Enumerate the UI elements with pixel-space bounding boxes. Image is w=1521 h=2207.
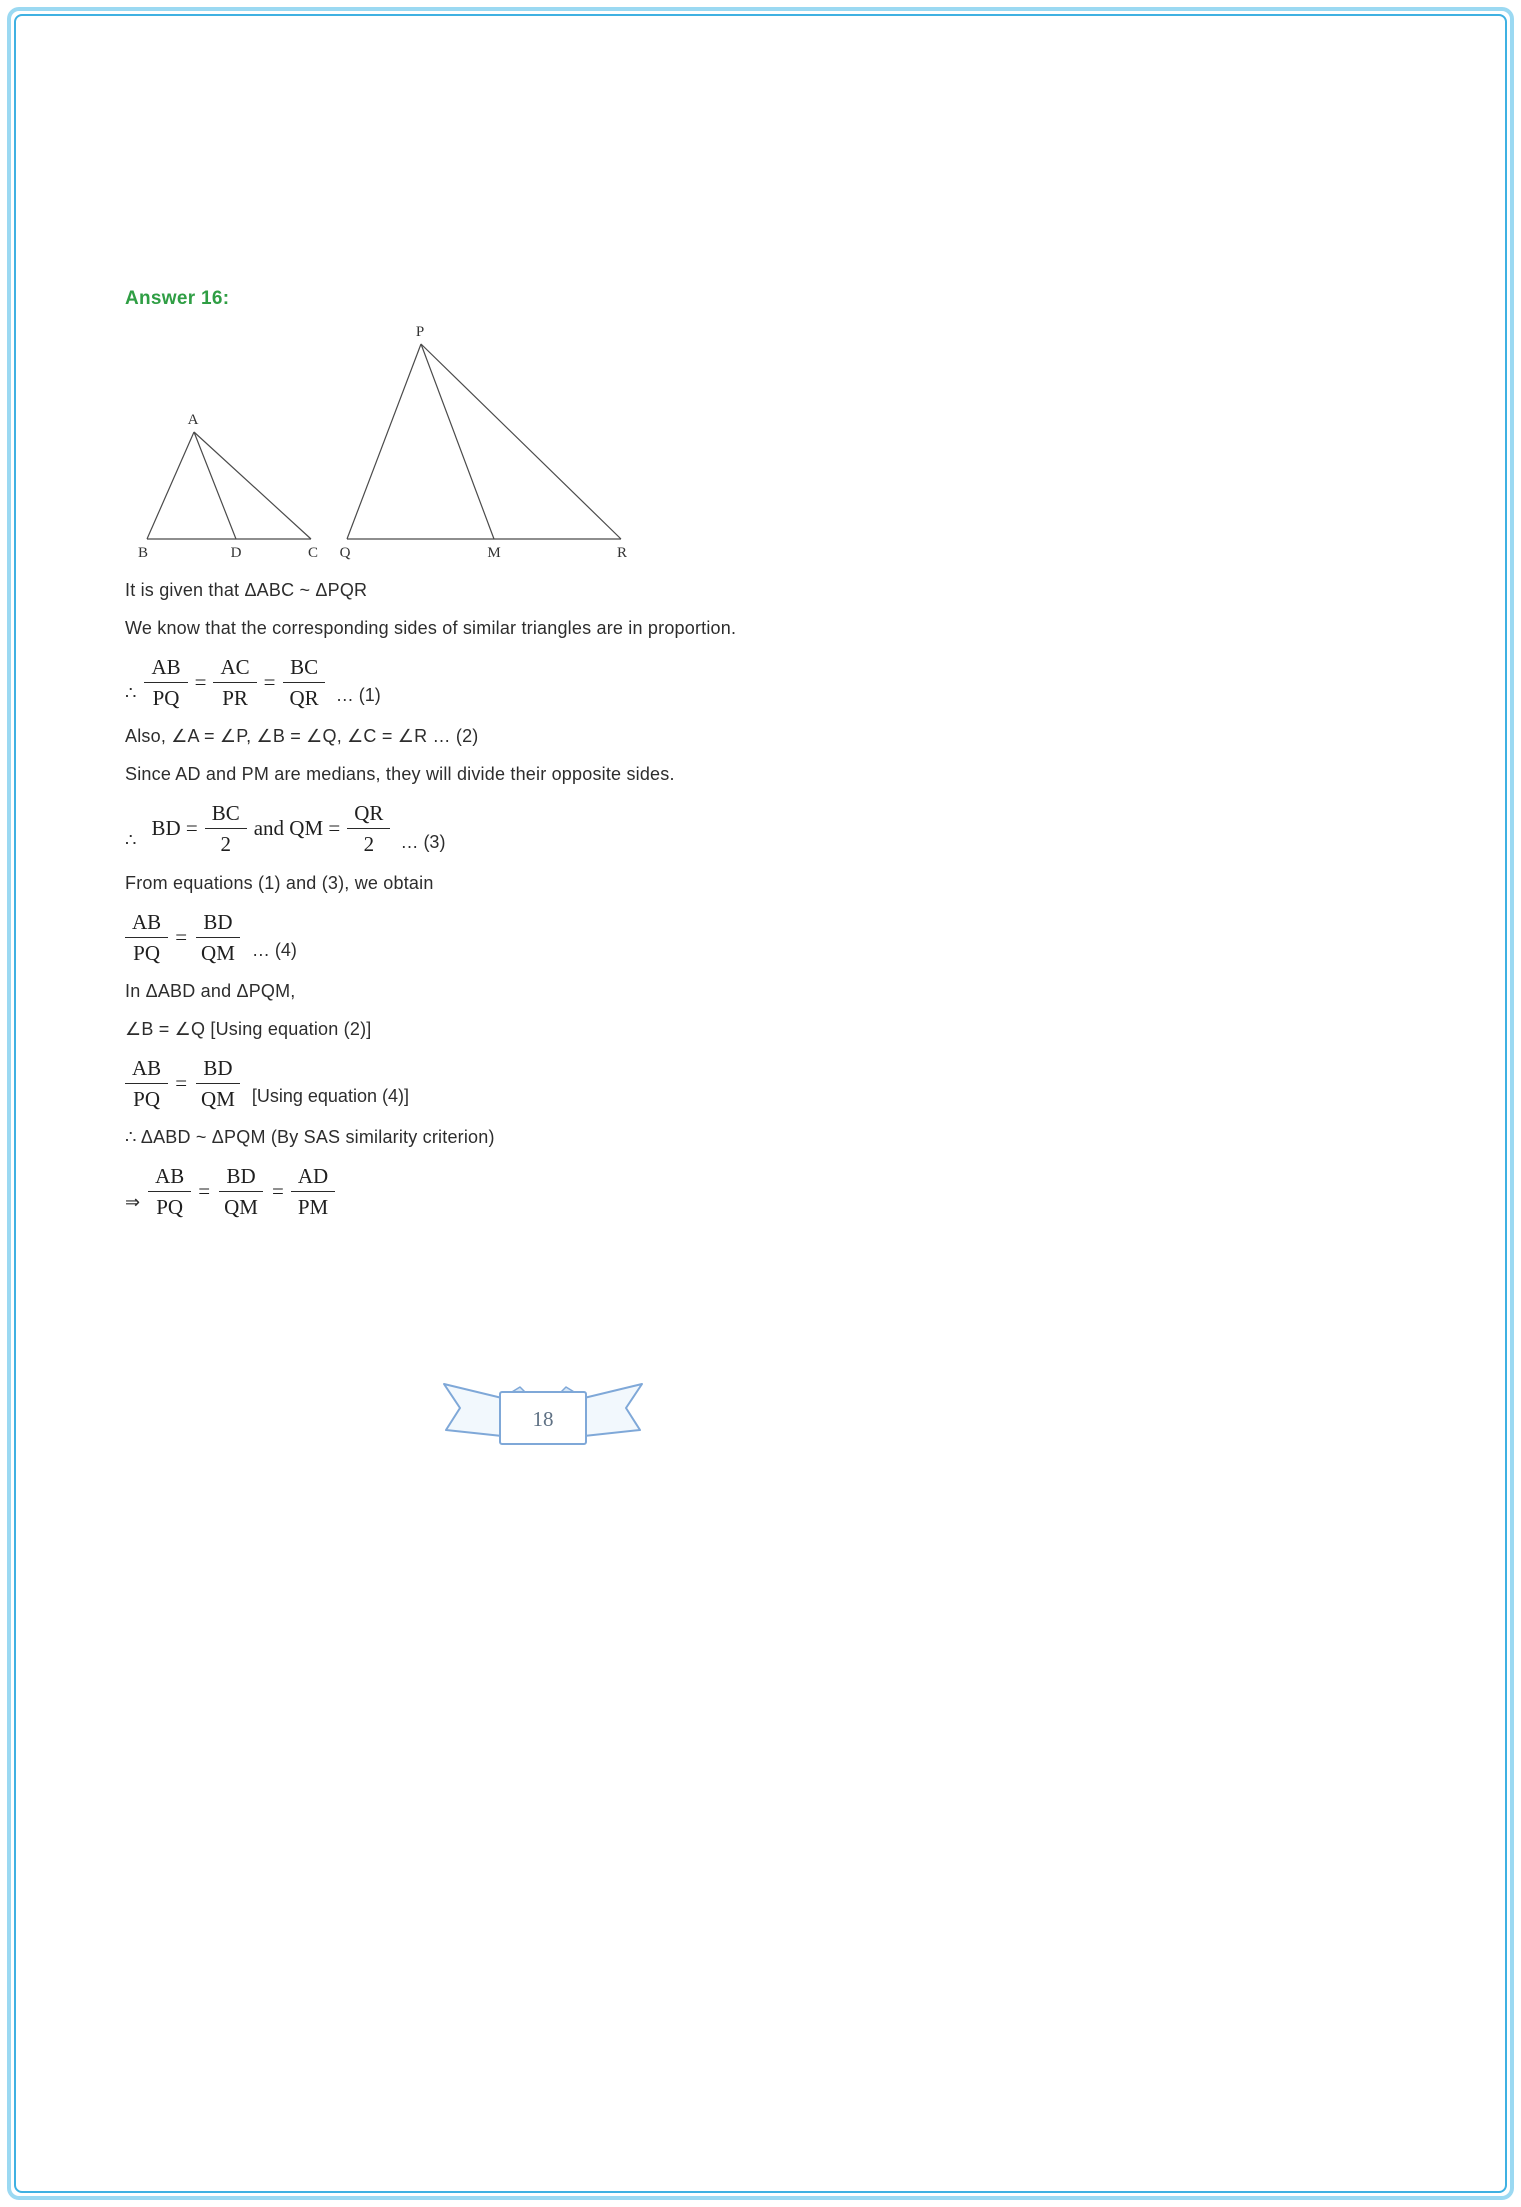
vertex-label-r: R	[616, 545, 628, 561]
fraction-bc-qr	[283, 655, 326, 710]
equation-number: … (3)	[400, 831, 446, 852]
statement-in-triangles: In ΔABD and ΔPQM,	[125, 980, 296, 1001]
therefore-symbol: ∴	[125, 683, 137, 704]
equals-sign: =	[194, 670, 207, 695]
page-number: 18	[532, 1407, 554, 1431]
fraction-denominator: PM	[297, 1195, 329, 1220]
fraction-denominator: PQ	[152, 686, 180, 711]
fraction-denominator: QM	[201, 940, 235, 965]
fraction-numerator: BD	[196, 910, 239, 938]
fraction-denominator: PQ	[133, 1086, 161, 1111]
therefore-symbol: ∴	[125, 829, 137, 850]
equation-1-expression	[144, 655, 325, 710]
fraction-numerator: AB	[148, 1164, 191, 1192]
vertex-label-q: Q	[339, 545, 351, 561]
fraction-qr-2	[347, 801, 390, 856]
statement-medians: Since AD and PM are medians, they will divide their opposite sides.	[125, 764, 675, 785]
fraction-numerator: AB	[125, 910, 168, 938]
equation-number: … (4)	[251, 939, 297, 960]
fraction-ab-pq	[144, 655, 187, 710]
fraction-numerator: BD	[196, 1056, 239, 1084]
fraction-denominator: QM	[224, 1195, 258, 1220]
fraction-denominator: QR	[289, 686, 319, 711]
equation-3-lhs: BD =	[151, 816, 198, 841]
triangle-lines	[147, 344, 621, 539]
fraction-numerator: AC	[213, 655, 256, 683]
similar-triangles-diagram	[129, 324, 649, 564]
fraction-denominator: PQ	[156, 1195, 184, 1220]
equals-sign: =	[271, 1179, 284, 1204]
fraction-denominator: PR	[222, 686, 248, 711]
implies-symbol: ⇒	[125, 1192, 141, 1213]
fraction-numerator: QR	[347, 801, 390, 829]
fraction-numerator: BD	[219, 1164, 262, 1192]
fraction-numerator: BC	[205, 801, 247, 829]
fraction-bd-qm	[194, 1056, 242, 1111]
fraction-bd-qm	[194, 910, 242, 965]
equation-final	[125, 1164, 1305, 1219]
answer-heading: Answer 16:	[125, 288, 230, 309]
vertex-label-p: P	[415, 324, 425, 340]
fraction-ab-pq	[125, 910, 168, 965]
statement-angle-bq: ∠B = ∠Q [Using equation (2)]	[125, 1018, 372, 1039]
equals-sign: =	[263, 670, 276, 695]
statement-angles: Also, ∠A = ∠P, ∠B = ∠Q, ∠C = ∠R … (2)	[125, 726, 479, 747]
equation-note: [Using equation (4)]	[251, 1086, 409, 1107]
equals-sign: =	[175, 924, 188, 949]
ribbon-left-wing	[444, 1384, 502, 1436]
equals-sign: =	[175, 1070, 188, 1095]
vertex-label-d: D	[230, 545, 242, 561]
equation-3-mid: and QM =	[253, 816, 341, 841]
equation-4	[125, 910, 1305, 965]
vertex-label-a: A	[187, 412, 199, 428]
fraction-numerator: AB	[144, 655, 187, 683]
equation-1	[125, 655, 1305, 710]
fraction-bd-qm	[217, 1164, 265, 1219]
equation-using-4	[125, 1056, 1305, 1111]
equation-3-expression	[144, 801, 390, 856]
vertex-label-m: M	[487, 545, 501, 561]
page-number-ribbon	[438, 1378, 648, 1458]
equals-sign: =	[198, 1179, 211, 1204]
statement-given: It is given that ΔABC ~ ΔPQR	[125, 580, 368, 600]
fraction-ad-pm	[291, 1164, 335, 1219]
statement-from-equations: From equations (1) and (3), we obtain	[125, 872, 434, 893]
page-footer	[438, 1378, 648, 1463]
equation-number: … (1)	[335, 685, 381, 706]
fraction-numerator: BC	[283, 655, 325, 683]
statement-proportion: We know that the corresponding sides of similar triangles are in proportion.	[125, 618, 737, 638]
fraction-denominator: PQ	[133, 940, 161, 965]
fraction-bc-2	[205, 801, 247, 856]
fraction-denominator: QM	[201, 1086, 235, 1111]
equation-4-expression	[125, 910, 242, 965]
vertex-label-c: C	[307, 545, 319, 561]
vertex-label-b: B	[137, 545, 149, 561]
fraction-ac-pr	[213, 655, 256, 710]
equation-final-expression	[148, 1164, 335, 1219]
fraction-ab-pq	[148, 1164, 191, 1219]
answer-content	[125, 288, 1305, 1233]
equation-using-4-expression	[125, 1056, 242, 1111]
fraction-ab-pq	[125, 1056, 168, 1111]
fraction-denominator: 2	[220, 832, 231, 857]
equation-3	[125, 801, 1305, 856]
statement-sas: ∴ ΔABD ~ ΔPQM (By SAS similarity criterion)	[125, 1127, 495, 1148]
fraction-numerator: AD	[291, 1164, 335, 1192]
ribbon-right-wing	[584, 1384, 642, 1436]
fraction-numerator: AB	[125, 1056, 168, 1084]
fraction-denominator: 2	[363, 832, 375, 857]
